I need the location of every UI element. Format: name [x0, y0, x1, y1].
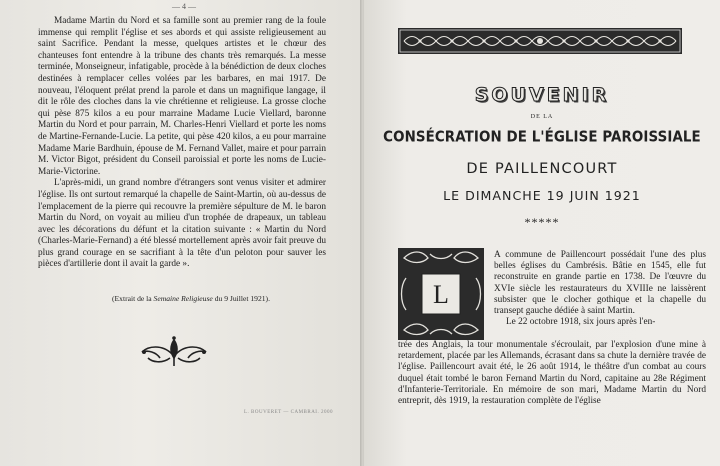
source-title: Semaine Religieuse	[153, 294, 213, 303]
paragraph-bells: Madame Martin du Nord et sa famille sont au premier rang de la foule immense qui remplit l'église et ses abords et qui assiste religieusement au saint Sacrifice. Pendant la messe, quelques artistes et le chœur des chanteuses font entendre à la tribune des chants très remarqués. La messe terminée, Monseigneur, infatigable, procède à la bénédiction de deux cloches destinées à remplacer celles volées par les barbares, en mai 1917. De nouveau, l'éloquent prélat prend la parole et dans un magnifique langage, il dit le rôle des cloches dans la vie chrétienne et religieuse. La grosse cloche qui pèse 875 kilos a eu pour marraine Madame Lucie Viellard, baronne Martin du Nord et pour parrain, M. Charles-Henri Viellard et porte les noms de Martine-Fernande-Lucie. La petite, qui pèse 420 kilos, a eu pour marraine Madame Marie Bardhuin, épouse de M. Fernand Vallet, maire et pour parrain M. Victor Bigot, président du Conseil paroissial et porte les noms de Lucie-Marie-Victorine.	[38, 16, 326, 177]
paragraph-destruction-rest: trée des Anglais, la tour monumentale s'écroulait, par l'explosion d'une mine à retardement, placée par les Allemands, écrasant dans sa chute la dernière travée de l'église. Paillencourt avait été, le 26 août 1914, le théâtre d'un combat au cours duquel était tombé le baron Fernand Martin du Nord, capitaine au 28e Régiment d'Infanterie-Territoriale. En mémoire de son mari, Madame Martin du Nord entreprit, dès 1919, la restauration complète de l'église	[398, 340, 706, 407]
right-body-text-bottom	[398, 340, 706, 407]
title-souvenir: SOUVENIR	[474, 84, 610, 106]
title-de-la: DE LA	[530, 114, 554, 120]
source-citation	[112, 294, 270, 303]
right-page	[364, 0, 720, 466]
paragraph-history: A commune de Paillencourt possédait l'une des plus belles églises du Cambrésis. Bâtie en 1545, elle fut reconstruite en grande partie en 1738. De l'œuvre du XVIe siècle les restaurateurs du XVIIIe ne laissèrent subsister que le clocher gothique et la chapelle du transept gauche dédiée à saint Martin.	[494, 250, 706, 317]
event-date: LE DIMANCHE 19 JUIN 1921	[443, 188, 641, 203]
title-consecration: CONSÉCRATION DE L'ÉGLISE PAROISSIALE	[383, 128, 701, 147]
title-paillencourt: DE PAILLENCOURT	[466, 161, 618, 177]
source-suffix: du 9 Juillet 1921).	[212, 294, 270, 303]
decorative-band-icon	[398, 28, 682, 54]
source-prefix: (Extrait de la	[112, 294, 154, 303]
right-body-text-top	[494, 250, 706, 328]
left-body-text	[38, 16, 326, 271]
page-number: — 4 —	[172, 2, 196, 11]
fleuron-ornament-icon	[134, 334, 214, 368]
printer-mark: L. BOUVERET — CAMBRAI. 2000	[244, 410, 333, 415]
stars-divider: *****	[524, 215, 560, 229]
paragraph-visitors: L'après-midi, un grand nombre d'étrangers sont venus visiter et admirer l'église. Ils ont surtout remarqué la chapelle de Saint-Martin, où au-dessus de l'emplacement de la pierre qui recouvre la première sépulture de M. le baron Martin du Nord, on voyait au milieu d'un trophée de drapeaux, un tableau avec les décorations du défunt et la citation suivante : « Martin du Nord (Charles-Marie-Fernand) a été blessé mortellement après avoir fait preuve du plus grand courage en se sacrifiant à la tête d'un peloton pour sauver les pièces d'artillerie dont il avait la garde ».	[38, 178, 326, 270]
paragraph-destruction-start: Le 22 octobre 1918, six jours après l'en-	[506, 317, 656, 328]
drop-cap-ornament	[398, 248, 484, 340]
drop-cap-letter: L	[433, 280, 449, 309]
